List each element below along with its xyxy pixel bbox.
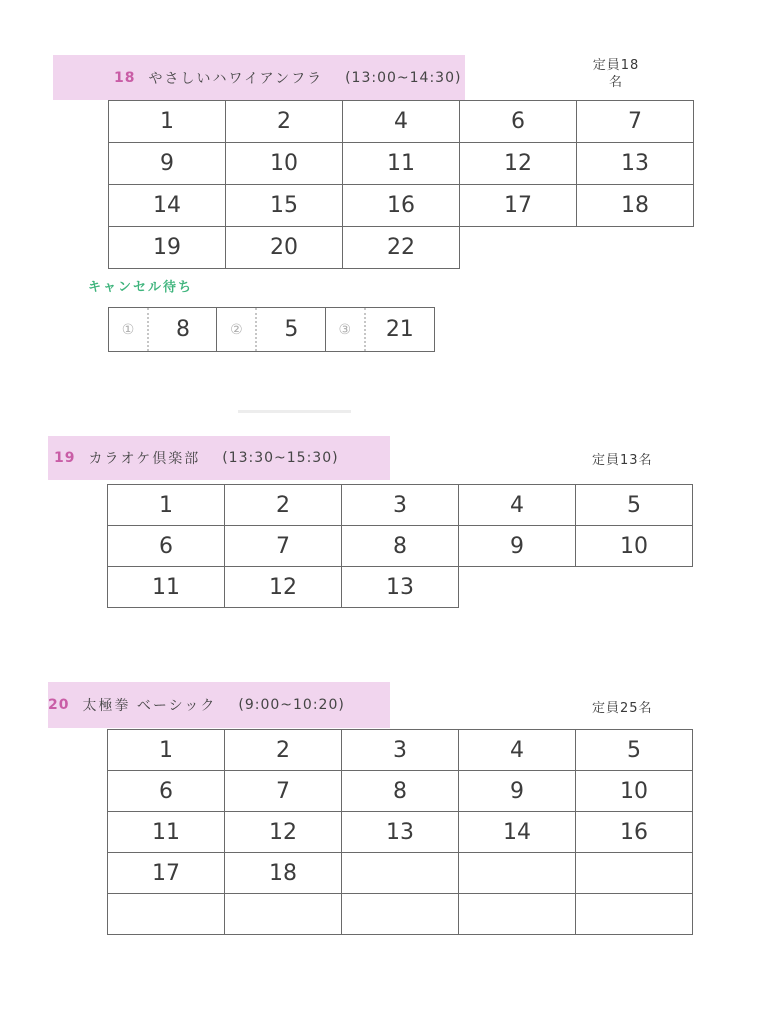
table-cell	[459, 894, 576, 935]
attendance-table-19	[107, 484, 693, 608]
section-number: 20	[48, 697, 70, 713]
capacity-label	[584, 57, 648, 91]
table-cell: 2	[225, 485, 342, 526]
table-cell: 11	[108, 567, 225, 608]
cancel-cell	[325, 307, 435, 352]
table-cell: 5	[576, 485, 693, 526]
table-row	[108, 730, 693, 771]
section-time: (13:30~15:30)	[222, 450, 339, 466]
table-cell: 11	[343, 143, 460, 185]
table-cell: 3	[342, 485, 459, 526]
section-number: 19	[54, 450, 76, 466]
table-cell: 10	[576, 526, 693, 567]
table-cell: 4	[343, 101, 460, 143]
capacity-label: 定員13名	[592, 453, 653, 468]
table-row	[109, 143, 694, 185]
table-cell: 9	[459, 771, 576, 812]
table-cell: 13	[342, 812, 459, 853]
section-number: 18	[114, 69, 136, 86]
section-time: (9:00~10:20)	[238, 697, 345, 713]
attendance-table-18	[108, 100, 694, 269]
table-cell: 9	[459, 526, 576, 567]
table-cell: 1	[109, 101, 226, 143]
table-cell: 14	[459, 812, 576, 853]
table-cell: 4	[459, 485, 576, 526]
number-grid	[107, 484, 693, 608]
cancel-waitlist-label: キャンセル待ち	[88, 280, 194, 295]
table-cell	[459, 853, 576, 894]
table-cell: 1	[108, 485, 225, 526]
table-cell: 18	[577, 185, 694, 227]
table-row	[108, 485, 693, 526]
table-cell: 12	[225, 812, 342, 853]
table-row	[109, 101, 694, 143]
cancel-rank-mark: ③	[338, 321, 352, 338]
table-cell: 5	[576, 730, 693, 771]
table-cell: 18	[225, 853, 342, 894]
cancel-rank-mark: ②	[230, 321, 243, 338]
table-cell: 12	[460, 143, 577, 185]
table-cell: 16	[343, 185, 460, 227]
table-cell: 10	[226, 143, 343, 185]
table-cell: 4	[459, 730, 576, 771]
section-header-18	[53, 55, 465, 100]
cancel-number: 21	[364, 308, 434, 351]
table-cell: 8	[342, 771, 459, 812]
table-cell: 17	[108, 853, 225, 894]
table-cell: 2	[225, 730, 342, 771]
table-cell: 6	[108, 526, 225, 567]
table-cell: 16	[576, 812, 693, 853]
cancel-cell	[216, 307, 326, 352]
table-cell: 12	[225, 567, 342, 608]
table-cell: 7	[577, 101, 694, 143]
section-title: カラオケ倶楽部	[88, 451, 201, 467]
number-grid	[108, 100, 694, 269]
table-row	[108, 894, 693, 935]
table-row	[109, 227, 694, 269]
table-cell: 7	[225, 771, 342, 812]
table-cell: 14	[109, 185, 226, 227]
section-header-19	[48, 436, 390, 480]
table-cell: 9	[109, 143, 226, 185]
table-row	[108, 771, 693, 812]
table-cell: 17	[460, 185, 577, 227]
table-cell	[225, 894, 342, 935]
table-cell: 13	[342, 567, 459, 608]
table-cell: 1	[108, 730, 225, 771]
table-cell: 3	[342, 730, 459, 771]
capacity-line-2: 名	[608, 75, 623, 90]
table-cell	[576, 853, 693, 894]
cancel-cell	[108, 307, 218, 352]
table-cell: 15	[226, 185, 343, 227]
table-cell: 13	[577, 143, 694, 185]
cancel-number: 8	[147, 308, 217, 351]
table-cell: 2	[226, 101, 343, 143]
table-cell: 20	[226, 227, 343, 269]
table-row	[108, 853, 693, 894]
section-time: (13:00~14:30)	[345, 69, 462, 86]
table-cell: 8	[342, 526, 459, 567]
table-row	[108, 812, 693, 853]
table-cell	[108, 894, 225, 935]
cancel-waitlist-table	[108, 307, 435, 352]
section-header-20	[48, 682, 390, 728]
table-cell	[342, 853, 459, 894]
cancel-number: 5	[255, 308, 325, 351]
table-row	[109, 185, 694, 227]
table-row	[108, 526, 693, 567]
table-cell	[576, 894, 693, 935]
cancel-rank-mark: ①	[121, 321, 135, 338]
table-cell: 7	[225, 526, 342, 567]
table-cell: 10	[576, 771, 693, 812]
faint-divider-line	[238, 410, 351, 413]
table-cell	[342, 894, 459, 935]
capacity-line-1: 定員18	[592, 58, 640, 73]
capacity-label: 定員25名	[592, 701, 653, 716]
table-cell: 22	[343, 227, 460, 269]
table-cell: 6	[108, 771, 225, 812]
number-grid	[107, 729, 693, 935]
attendance-table-20	[107, 729, 693, 935]
table-cell: 19	[109, 227, 226, 269]
table-cell: 6	[460, 101, 577, 143]
table-row	[108, 567, 693, 608]
section-title: やさしいハワイアンフラ	[148, 70, 324, 87]
table-cell: 11	[108, 812, 225, 853]
section-title: 太極拳 ベーシック	[82, 698, 217, 714]
